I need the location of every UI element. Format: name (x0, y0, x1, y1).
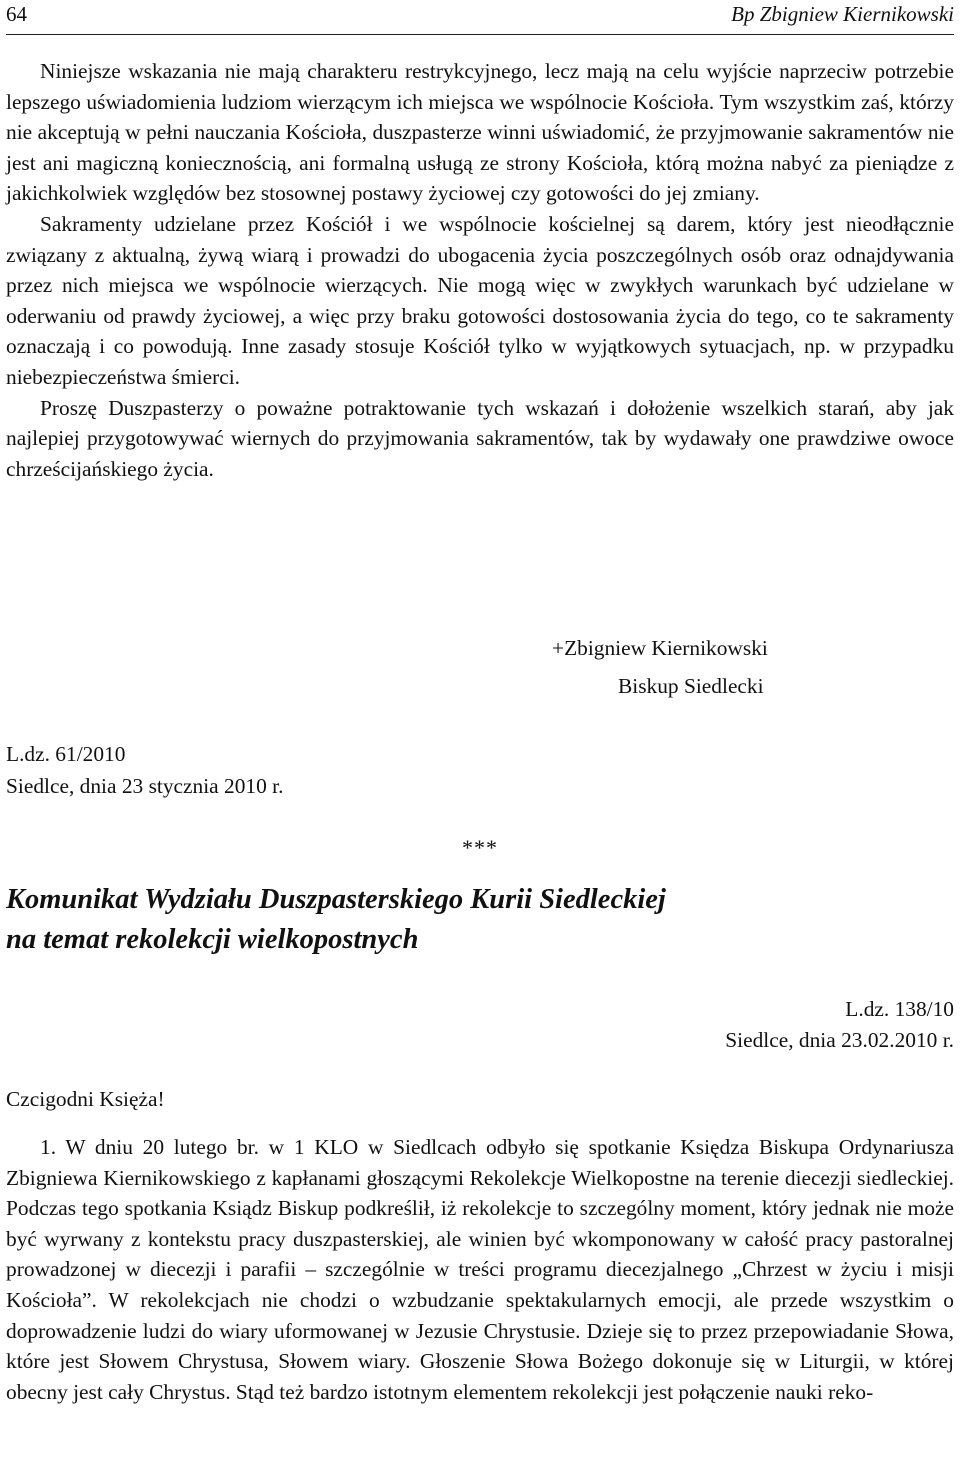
communique-reference (725, 994, 954, 1055)
signature-title: Biskup Siedlecki (618, 674, 764, 698)
greeting: Czcigodni Księża! (6, 1087, 165, 1111)
communique-body (6, 1132, 954, 1407)
letter-ref-number: L.dz. 61/2010 (6, 742, 126, 766)
communique-title (6, 880, 954, 960)
letter-reference (6, 738, 283, 802)
signature-name: +Zbigniew Kiernikowski (552, 636, 768, 660)
page-number: 64 (6, 2, 27, 26)
page-header (6, 0, 954, 35)
communique-ref-number: L.dz. 138/10 (845, 997, 954, 1021)
running-head-author: Bp Zbigniew Kiernikowski (731, 2, 954, 26)
letter-paragraph-2: Sakramenty udzielane przez Kościół i we wspólnocie kościelnej są darem, który jest nieodłącznie związany z aktualną, żywą wiarą i prowadzi do ubogacenia życia poszczególnych osób oraz odnajdywania przez nich miejsca we wspólnocie wierzących. Nie mogą więc w zwykłych warunkach być udzielane w oderwaniu od prawdy życiowej, a więc przy braku gotowości dostosowania życia do tego, co te sakramenty oznaczają i co powodują. Inne zasady stosuje Kościół tylko w wyjątkowych sytuacjach, np. w przypadku niebezpieczeństwa śmierci. (6, 211, 954, 389)
communique-ref-date: Siedlce, dnia 23.02.2010 r. (725, 1027, 954, 1052)
communique-paragraph-1: 1. W dniu 20 lutego br. w 1 KLO w Siedlcach odbyło się spotkanie Księdza Biskupa Ordynariusza Zbigniewa Kiernikowskiego z kapłanami głoszącymi Rekolekcje Wielkopostne na terenie diecezji siedleckiej. Podczas tego spotkania Ksiądz Biskup podkreślił, iż rekolekcje to szczególny moment, który jednak nie może być wyrwany z kontekstu pracy duszpasterskiej, ale winien być wkomponowany w całość pracy pastoralnej prowadzonej w diecezji i parafii – szczególnie w treści programu diecezjalnego „Chrzest w życiu i misji Kościoła”. W rekolekcjach nie chodzi o wzbudzanie spektakularnych emocji, ale przede wszystkim o doprowadzenie ludzi do wiary uformowanej w Jezusie Chrystusie. Dzieje się to przez przepowiadanie Słowa, które jest Słowem Chrystusa, Słowem wiary. Głoszenie Słowa Bożego dokonuje się w Liturgii, w której obecny jest cały Chrystus. Stąd też bardzo istotnym elementem rekolekcji jest połączenie nauki reko- (6, 1135, 954, 1404)
section-separator: *** (462, 835, 498, 860)
communique-title-line-1: Komunikat Wydziału Duszpasterskiego Kurii Siedleckiej (6, 884, 666, 915)
letter-paragraph-3: Proszę Duszpasterzy o poważne potraktowanie tych wskazań i dołożenie wszelkich starań, aby jak najlepiej przygotowywać wiernych do przyjmowania sakramentów, tak by wydawały one prawdziwe owoce chrześcijańskiego życia. (6, 395, 954, 481)
letter-ref-date: Siedlce, dnia 23 stycznia 2010 r. (6, 774, 284, 798)
communique-title-line-2: na temat rekolekcji wielkopostnych (6, 924, 419, 955)
letter-paragraph-1: Niniejsze wskazania nie mają charakteru restrykcyjnego, lecz mają na celu wyjście naprzeciw potrzebie lepszego uświadomienia ludziom wierzącym ich miejsca we wspólnocie Kościoła. Tym wszystkim zaś, którzy nie akceptują w pełni nauczania Kościoła, duszpasterze winni uświadomić, że przyjmowanie sakramentów nie jest ani magiczną koniecznością, ani formalną usługą ze strony Kościoła, którą można nabyć za pieniądze z jakichkolwiek względów bez stosownej postawy życiowej czy gotowości do jej zmiany. (6, 59, 954, 206)
letter-body (6, 56, 954, 484)
